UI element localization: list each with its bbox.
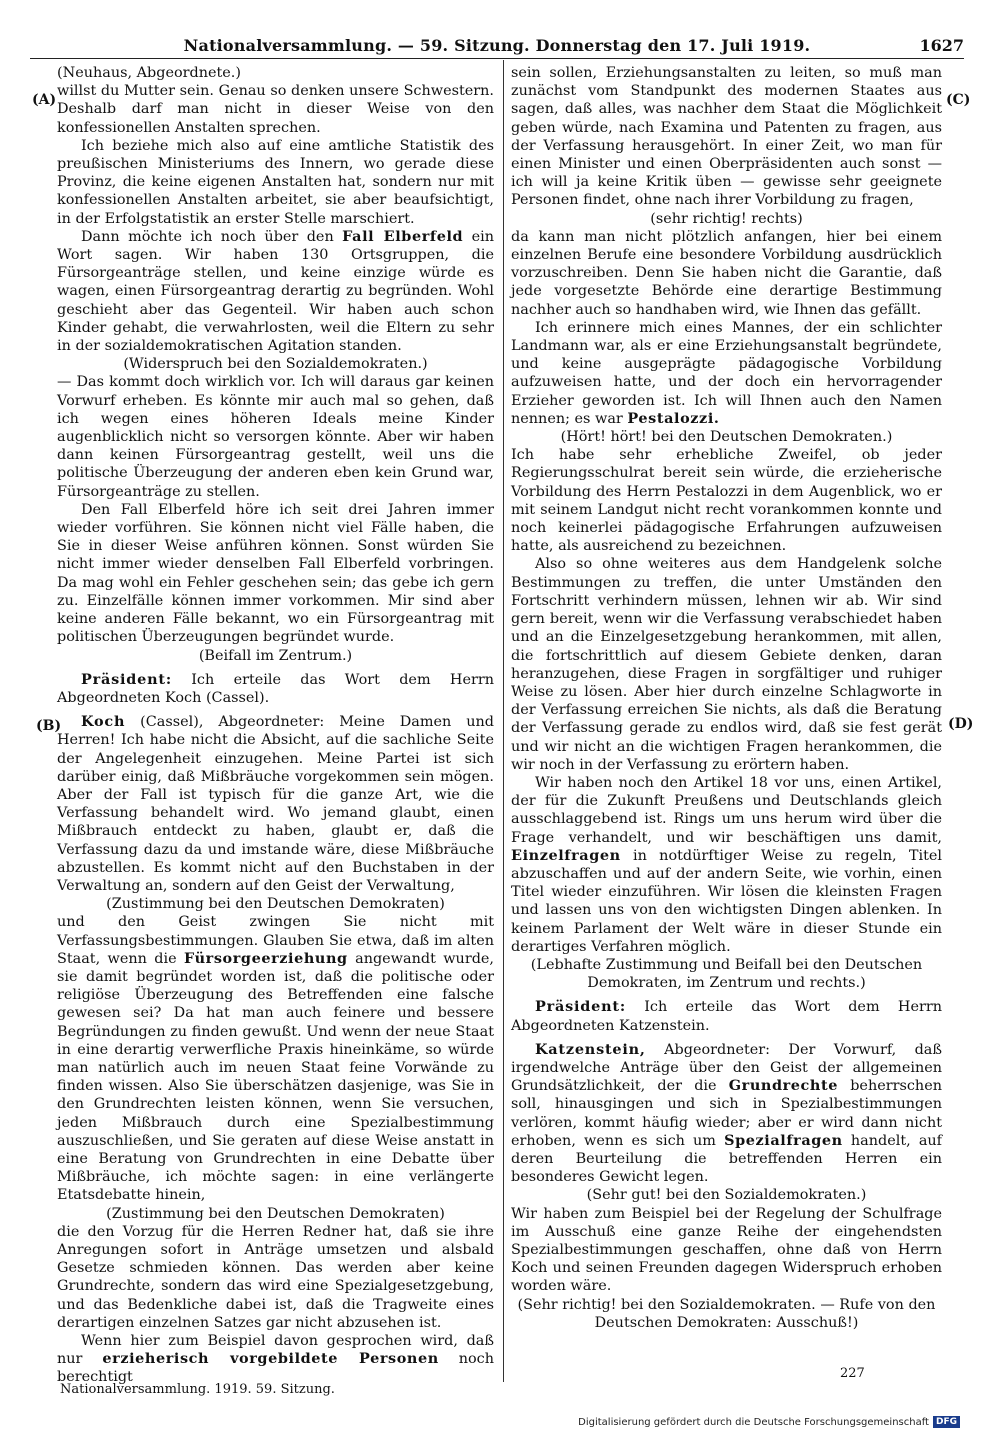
interjection: (Zustimmung bei den Deutschen Demokraten)	[106, 1205, 445, 1222]
speaker-name: Katzenstein,	[535, 1040, 646, 1058]
speaker-name: Koch	[81, 713, 126, 731]
speaker-name: Präsident:	[81, 670, 172, 688]
paragraph: Dann möchte ich noch über den Fall Elberfeld ein Wort sagen. Wir haben 130 Ortsgruppen, die Fürsorgeanträge stellen, und keine einzige würde es wagen, einen Fürsorgeantrag derartig zu begründen. Wohl geschieht aber das Gegenteil. Wir haben auch schon Kinder gehabt, die verwahrlosten, weil die Eltern zu sehr in der sozialdemokratischen Agitation standen.	[57, 227, 494, 355]
paragraph: Ich erinnere mich eines Mannes, der ein schlichter Landmann war, als er eine Erziehungsanstalt begründete, und keine ausgeprägte pädagogische Vorbildung aufzuweisen hatte, und der doch ein hervorragender Erzieher geworden ist. Ich will Ihnen auch den Namen nennen; es war Pestalozzi.	[511, 319, 942, 427]
margin-marker-d: (D)	[948, 716, 974, 732]
page-number: 1627	[919, 36, 964, 55]
paragraph: Präsident: Ich erteile das Wort dem Herrn Abgeordneten Katzenstein.	[511, 998, 942, 1034]
interjection: (Sehr richtig! bei den Sozialdemokraten. — Rufe von den Deutschen Demokraten: Ausschuß!)	[517, 1296, 936, 1331]
emphasis: Pestalozzi.	[627, 409, 720, 427]
emphasis: erzieherisch vorgebildete Personen	[102, 1350, 439, 1368]
emphasis: Fürsorgeerziehung	[184, 949, 348, 967]
digitization-credit	[578, 1416, 960, 1428]
footer-signature: Nationalversammlung. 1919. 59. Sitzung.	[60, 1382, 335, 1397]
paragraph: — Das kommt doch wirklich vor. Ich will daraus gar keinen Vorwurf erheben. Es könnte mir auch mal so gehen, daß ich wegen eines höheren Ideals meine Kinder augenblicklich nicht so versorgen könnte. Aber wir haben dann keinen Fürsorgeantrag gestellt, weil uns die politische Überzeugung der anderen eben kein Grund war, Fürsorgeanträge zu stellen.	[57, 374, 494, 500]
interjection: (Sehr gut! bei den Sozialdemokraten.)	[586, 1187, 867, 1204]
paragraph: da kann man nicht plötzlich anfangen, hier bei einem einzelnen Berufe eine besondere Vorbildung ausdrücklich vorzuschreiben. Denn Sie haben nicht die Garantie, daß jede vorgesetzte Behörde eine derartige Bestimmung nachher auch so handhaben wird, wie Ihnen das gefällt.	[511, 228, 942, 318]
paragraph: Koch (Cassel), Abgeordneter: Meine Damen und Herren! Ich habe nicht die Absicht, auf die sachliche Seite der Angelegenheit einzugehen. Meine Partei ist sich darüber einig, daß Mißbräuche vorgekommen sein mögen. Aber der Fall ist typisch für die ganze Art, wie die Verfassung behandelt wird. Wo jemand glaubt, einen Mißbrauch entdeckt zu haben, glaubt er, daß die Verfassung dazu da und imstande wäre, diese Mißbräuche abzustellen. Es kommt nicht auf den Buchstaben in der Verwaltung an, sondern auf den Geist der Verwaltung,	[57, 713, 494, 894]
column-divider	[503, 60, 504, 1382]
page-header	[30, 34, 964, 59]
right-column	[511, 64, 942, 1366]
interjection: (Beifall im Zentrum.)	[198, 647, 353, 664]
paragraph: willst du Mutter sein. Genau so denken unsere Schwestern. Deshalb darf man nicht in dieser Weise von den konfessionellen Anstalten sprechen.	[57, 83, 494, 136]
paragraph: die den Vorzug für die Herren Redner hat, daß sie ihre Anregungen sofort in Anträge umsetzen und alsbald Gesetze schmieden können. Das werden aber keine Grundrechte, sondern das wird eine Spezialgesetzgebung, und das Bedenkliche dabei ist, daß die Tragweite eines derartigen einzelnen Satzes gar nicht abzusehen ist.	[57, 1223, 494, 1331]
sheet-number: 227	[840, 1366, 865, 1381]
paragraph: Also so ohne weiteres aus dem Handgelenk solche Bestimmungen zu treffen, die unter Umständen den Fortschritt verhindern müssen, lehnen wir ab. Wir sind gern bereit, wenn wir die Verfassung verabschiedet haben und an die Einzelgesetzgebung herankommen, mit allen, die fortschrittlich auf diesem Gebiete denken, daran heranzugehen, diese Fragen in sorgfältiger und ruhiger Weise zu lösen. Aber hier durch einzelne Schlagworte in der Verfassung erreichen Sie nichts, als daß die Beratung der Verfassung gerade zu endlos wird, daß sie fest gerät und wir nicht an die wichtigen Fragen herankommen, die wir noch in der Verfassung zu erörtern haben.	[511, 556, 942, 773]
paragraph: Ich habe sehr erhebliche Zweifel, ob jeder Regierungsschulrat bereit sein würde, die erzieherische Vorbildung des Herrn Pestalozzi in dem Augenblick, wo er mit seinem Landgut nicht recht vorankommen konnte und noch keinerlei pädagogische Erfahrungen aufzuweisen hatte, als ausreichend zu bezeichnen.	[511, 447, 942, 555]
paragraph: sein sollen, Erziehungsanstalten zu leiten, so muß man zunächst vom Standpunkt des modernen Staates aus sagen, daß alles, was nachher dem Staat die Möglichkeit geben würde, nach Examina und Patenten zu fragen, aus der Verfassung herausgehört. In einer Zeit, wo man für einen Minister und einen Oberpräsidenten auch sonst — ich will ja keine Kritik üben — gewisse sehr geeignete Personen findet, ohne nach ihrer Vorbildung zu fragen,	[511, 65, 942, 209]
paragraph: Wir haben zum Beispiel bei der Regelung der Schulfrage im Ausschuß eine ganze Reihe der eingehendsten Spezialbestimmungen geschaffen, ohne daß von Herrn Koch und seinen Freunden dagegen Widerspruch erhoben worden wäre.	[511, 1205, 942, 1295]
margin-marker-b: (B)	[36, 718, 62, 734]
paragraph: Präsident: Ich erteile das Wort dem Herrn Abgeordneten Koch (Cassel).	[57, 670, 494, 706]
paragraph: Wenn hier zum Beispiel davon gesprochen wird, daß nur erzieherisch vorgebildete Personen noch berechtigt	[57, 1333, 495, 1386]
left-column	[57, 64, 495, 1386]
running-title: Nationalversammlung. — 59. Sitzung. Donnerstag den 17. Juli 1919.	[183, 36, 811, 55]
emphasis: Fall Elberfeld	[342, 227, 464, 245]
paragraph: Wir haben noch den Artikel 18 vor uns, einen Artikel, der für die Zukunft Preußens und Deutschlands gleich ausschlaggebend ist. Rings um uns herum wird über die Frage verhandelt, und wir beschäftigen uns damit, Einzelfragen in notdürftiger Weise zu regeln, Titel abzuschaffen und auf der andern Seite, wie vorhin, einen Titel wieder einzuführen. Wir lösen die kleinsten Fragen und lassen uns von den wichtigsten Dingen ablenken. In keinem Parlament der Welt wäre in dieser Stunde ein derartiges Verfahren möglich.	[511, 774, 943, 955]
paragraph: Den Fall Elberfeld höre ich seit drei Jahren immer wieder vorführen. Sie können nicht viel Fälle haben, die Sie in dieser Weise anführen können. Sonst würden Sie nicht immer wieder denselben Fall Elberfeld vorbringen. Da mag wohl ein Fehler geschehen sein; das gebe ich gern zu. Einzelfälle können immer vorkommen. Mir sind aber keine anderen Fälle bekannt, wo ein Fürsorgeantrag mit politischen Überzeugungen begründet wurde.	[57, 501, 494, 646]
dfg-logo-icon: DFG	[933, 1416, 960, 1428]
emphasis: Grundrechte	[728, 1077, 838, 1095]
emphasis: Einzelfragen	[511, 846, 621, 864]
credit-text: Digitalisierung gefördert durch die Deutsche Forschungsgemeinschaft	[578, 1416, 929, 1428]
interjection: (Widerspruch bei den Sozialdemokraten.)	[123, 356, 428, 373]
speaker-name: Präsident:	[535, 998, 626, 1016]
paragraph: Ich beziehe mich also auf eine amtliche Statistik des preußischen Ministeriums des Innern, wo gerade diese Provinz, die keine eigenen Anstalten hat, sondern nur mit konfessionellen Anstalten arbeitet, sie aber beaufsichtigt, in der Erfolgstatistik an erster Stelle marschiert.	[57, 137, 494, 227]
interjection: (sehr richtig! rechts)	[650, 210, 803, 227]
paragraph: und den Geist zwingen Sie nicht mit Verfassungsbestimmungen. Glauben Sie etwa, daß im alten Staat, wenn die Fürsorgeerziehung angewandt wurde, sie damit begründet worden ist, daß die politische oder religiöse Überzeugung des Betreffenden eine falsche gewesen sei? Da hat man auch feinere und bessere Begründungen zu finden gewußt. Und wenn der neue Staat in eine derartig verwerfliche Praxis hineinkäme, so würde man natürlich auch im neuen Staat feine Vorwände zu finden wissen. Also Sie überschätzen dasjenige, was Sie in den Grundrechten leisten können, wenn Sie versuchen, jeden Mißbrauch durch eine Spezialbestimmung auszuschließen, und Sie geraten auf diese Weise anstatt in eine Beratung von Grundrechten in eine Debatte über Mißbräuche, ich möchte sagen: in eine verlängerte Etatsdebatte hinein,	[57, 914, 494, 1204]
speaker-context: (Neuhaus, Abgeordnete.)	[57, 65, 242, 81]
paragraph: Katzenstein, Abgeordneter: Der Vorwurf, daß irgendwelche Anträge über den Geist der allgemeinen Grundsätzlichkeit, der die Grundrechte beherrschen soll, hinausgingen und sich in Spezialbestimmungen verlören, kommt häufig wieder; aber er wird dann nicht erhoben, wenn es sich um Spezialfragen handelt, auf deren Beurteilung die betreffenden Herren ein besonderes Gewicht legen.	[511, 1040, 942, 1186]
emphasis: Spezialfragen	[724, 1131, 843, 1149]
margin-marker-c: (C)	[946, 92, 971, 108]
interjection: (Hört! hört! bei den Deutschen Demokraten.)	[560, 429, 893, 446]
margin-marker-a: (A)	[32, 92, 57, 108]
interjection: (Zustimmung bei den Deutschen Demokraten)	[106, 896, 445, 913]
interjection: (Lebhafte Zustimmung und Beifall bei den Deutschen Demokraten, im Zentrum und rechts.)	[530, 956, 923, 992]
